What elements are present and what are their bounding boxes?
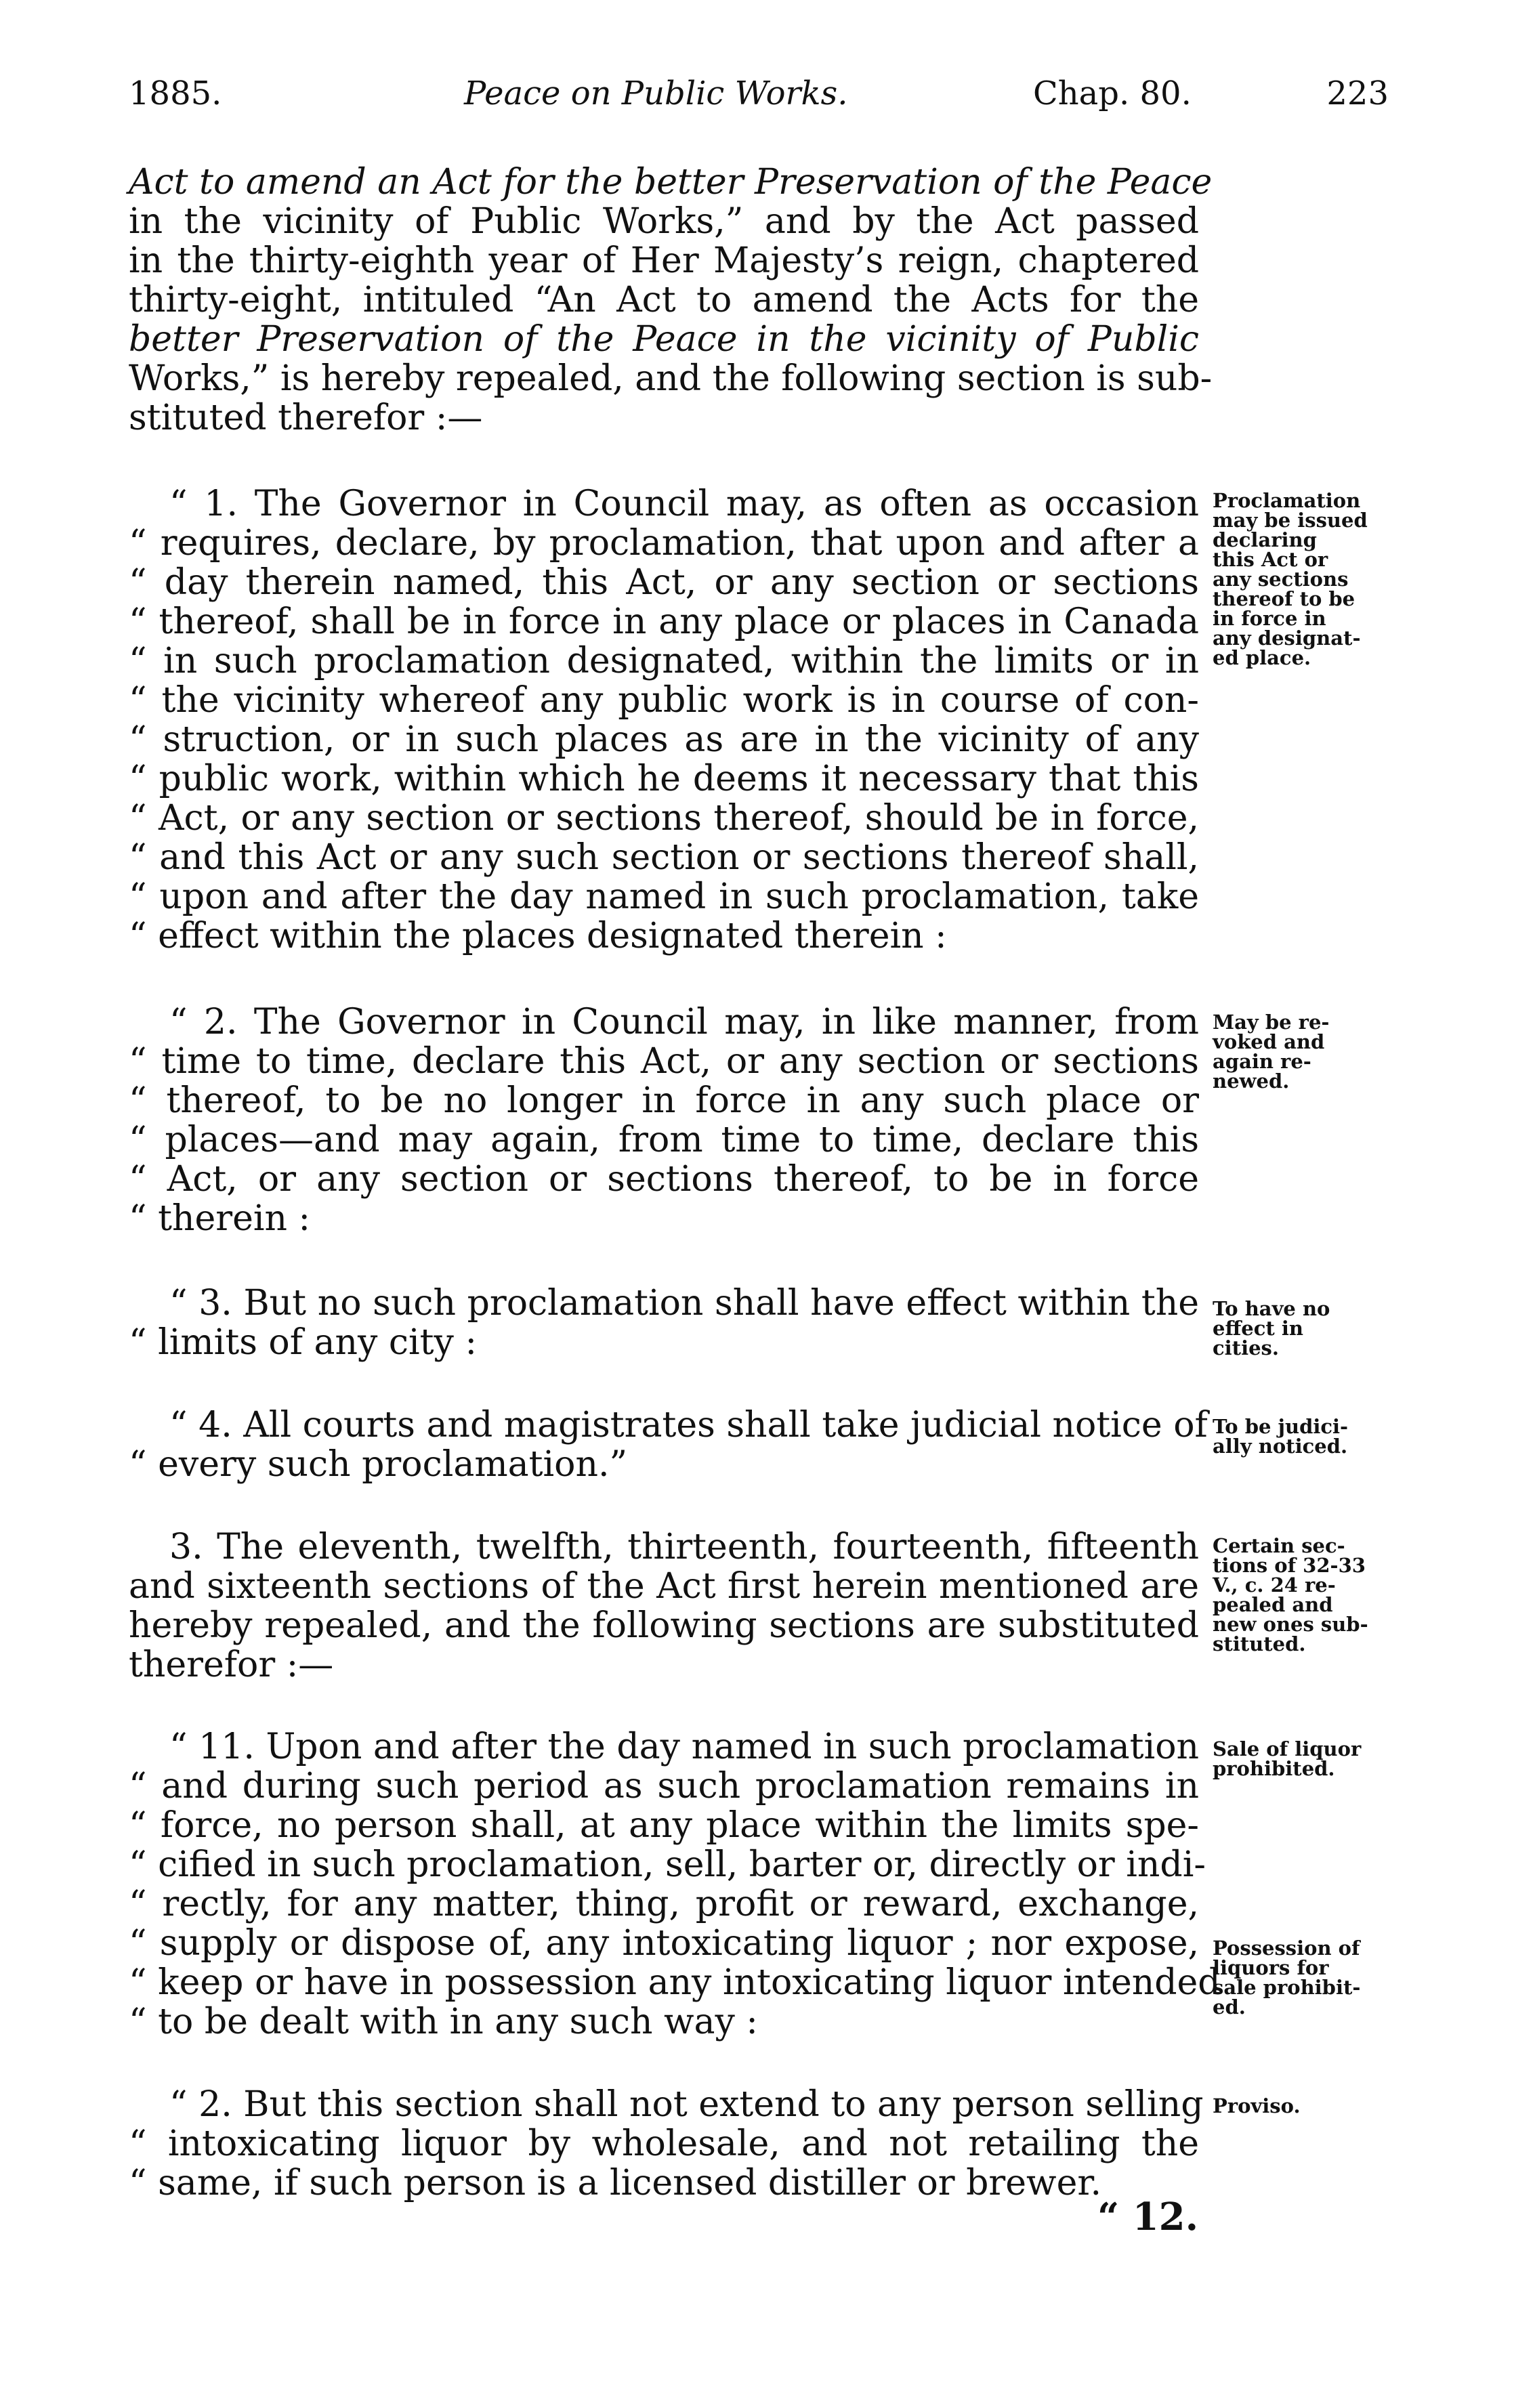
header-title: Peace on Public Works. <box>464 75 848 112</box>
text-line: in the thirty-eighth year of Her Majesty’s reign, chaptered <box>129 240 1199 281</box>
text-line: 3. The eleventh, twelfth, thirteenth, fourteenth, fifteenth <box>169 1527 1199 1567</box>
margin-note-sale-prohibited: Sale of liquor prohibited. <box>1213 1737 1362 1780</box>
text-line: “ same, if such person is a licensed distiller or brewer. <box>129 2163 1102 2203</box>
text-line: “ to be dealt with in any such way : <box>129 2002 758 2042</box>
text-line: “ 3. But no such proclamation shall have effect within the <box>169 1283 1199 1324</box>
text-line: better Preservation of the Peace in the vicinity of Public <box>129 319 1199 360</box>
text-line: “ cified in such proclamation, sell, barter or, directly or indi- <box>129 1844 1206 1885</box>
subsection-3 <box>129 1284 1199 1362</box>
subsection-11-2 <box>129 2084 1204 2203</box>
text-line: “ places—and may again, from time to time, declare this <box>129 1120 1199 1160</box>
text-line: “ Act, or any section or sections thereof, to be in force <box>129 1159 1199 1200</box>
margin-note-certain-sections: Certain sec- tions of 32-33 V., c. 24 re- pealed and new ones sub- stituted. <box>1213 1534 1368 1655</box>
text-line: in the vicinity of Public Works,” and by the Act passed <box>129 201 1199 242</box>
section-3 <box>129 1527 1199 1685</box>
subsection-4 <box>129 1405 1208 1485</box>
text-line: “ and this Act or any such section or sections thereof shall, <box>129 837 1199 878</box>
text-line: “ therein : <box>129 1198 311 1239</box>
text-line: thirty-eight, intituled “An Act to amend the Acts for the <box>129 280 1199 320</box>
margin-note-possession: Possession of liquors for sale prohibit- ed. <box>1213 1937 1361 2019</box>
text-line: “ time to time, declare this Act, or any section or sections <box>129 1041 1199 1082</box>
text-line: “ upon and after the day named in such proclamation, take <box>129 876 1199 917</box>
catchword: “ 12. <box>1097 2195 1199 2239</box>
text-line: and sixteenth sections of the Act first herein mentioned are <box>129 1566 1199 1607</box>
text-line: therefor :— <box>129 1645 334 1685</box>
text-line: “ thereof, to be no longer in force in any such place or <box>129 1080 1199 1121</box>
text-line: stituted therefor :— <box>129 398 483 438</box>
text-line: “ limits of any city : <box>129 1322 477 1363</box>
header-year: 1885. <box>129 75 222 112</box>
text-line: “ in such proclamation designated, within the limits or in <box>129 641 1199 681</box>
text-line: “ intoxicating liquor by wholesale, and not retailing the <box>129 2124 1199 2164</box>
text-line: “ and during such period as such proclamation remains in <box>129 1766 1199 1807</box>
margin-note-revoked: May be re- voked and again re- newed. <box>1213 1011 1330 1093</box>
subsection-1 <box>129 484 1199 956</box>
text-line: “ effect within the places designated therein : <box>129 916 947 956</box>
margin-note-proviso: Proviso. <box>1213 2094 1301 2117</box>
text-line: “ 2. The Governor in Council may, in like manner, from <box>169 1002 1199 1042</box>
page-number: 223 <box>1326 75 1389 112</box>
text-line: “ struction, or in such places as are in the vicinity of any <box>129 719 1199 760</box>
subsection-2 <box>129 1002 1199 1238</box>
new-section-11 <box>129 1727 1221 2042</box>
text-line: “ every such proclamation.” <box>129 1444 628 1485</box>
text-line: “ 11. Upon and after the day named in such proclamation <box>169 1727 1199 1767</box>
header-chapter: Chap. 80. <box>1033 75 1192 112</box>
text-line: “ 4. All courts and magistrates shall take judicial notice of <box>169 1405 1208 1445</box>
text-line: “ Act, or any section or sections thereof, should be in force, <box>129 798 1199 839</box>
text-line: “ 1. The Governor in Council may, as often as occasion <box>169 484 1199 524</box>
text-line: Works,” is hereby repealed, and the following section is sub- <box>129 358 1213 399</box>
text-line: “ day therein named, this Act, or any section or sections <box>129 562 1199 603</box>
margin-note-judicial: To be judici- ally noticed. <box>1213 1415 1349 1458</box>
text-line: “ requires, declare, by proclamation, that upon and after a <box>129 523 1199 564</box>
text-line: Act to amend an Act for the better Preservation of the Peace <box>129 162 1213 203</box>
text-line: “ 2. But this section shall not extend to any person selling <box>169 2084 1204 2125</box>
text-line: “ force, no person shall, at any place within the limits spe- <box>129 1805 1199 1846</box>
text-line: “ public work, within which he deems it necessary that this <box>129 759 1199 799</box>
margin-note-cities: To have no effect in cities. <box>1213 1297 1330 1359</box>
text-line: “ keep or have in possession any intoxicating liquor intended <box>129 1962 1221 2003</box>
paragraph-intro <box>129 162 1213 438</box>
margin-note-proclamation: Proclamation may be issued declaring this Act or any sections thereof to be in force in any designat- ed place. <box>1213 489 1368 669</box>
text-line: “ supply or dispose of, any intoxicating liquor ; nor expose, <box>129 1923 1199 1964</box>
text-line: “ the vicinity whereof any public work is in course of con- <box>129 680 1199 721</box>
text-line: “ rectly, for any matter, thing, profit or reward, exchange, <box>129 1884 1199 1924</box>
text-line: hereby repealed, and the following sections are substituted <box>129 1605 1199 1646</box>
text-line: “ thereof, shall be in force in any place or places in Canada <box>129 601 1199 642</box>
running-head <box>129 75 1389 129</box>
